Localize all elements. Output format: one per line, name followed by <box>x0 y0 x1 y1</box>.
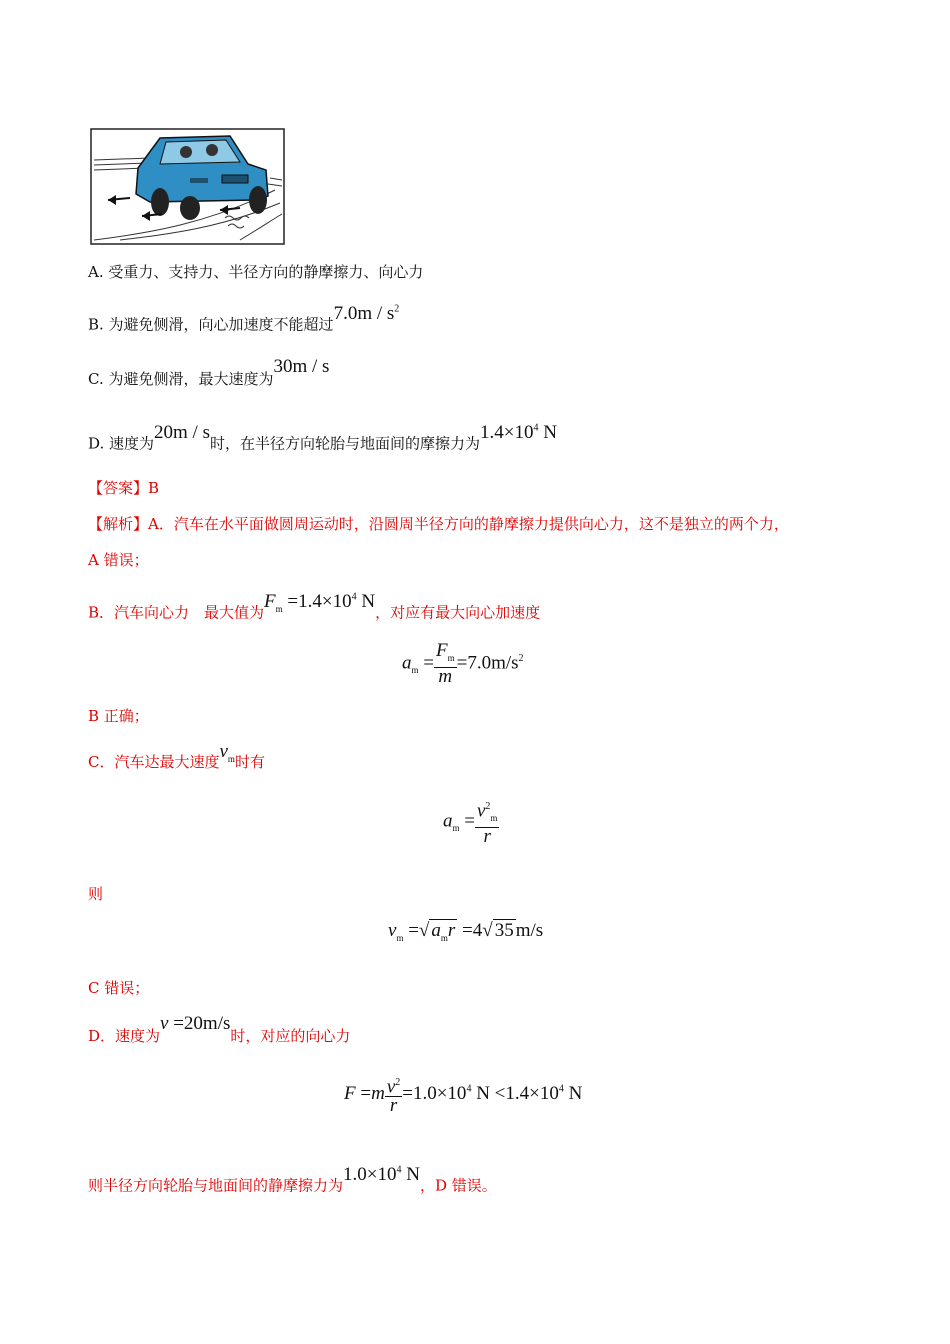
analysis-a-text: A．汽车在水平面做圆周运动时，沿圆周半径方向的静摩擦力提供向心力，这不是独立的两个力， <box>148 515 789 533</box>
analysis-d-final-text1: 则半径方向轮胎与地面间的静摩擦力为 <box>88 1176 344 1195</box>
option-c <box>88 356 330 389</box>
analysis-b-text1: B．汽车向心力 最大值为 <box>88 603 265 622</box>
option-c-text: C. 为避免侧滑，最大速度为 <box>88 370 274 388</box>
fraction-vm2-over-r: $\frac{v^2_m}{r}$ <box>475 798 499 846</box>
analysis-d-text1: D．速度为 <box>88 1027 161 1045</box>
equation-vm: $v_m$ =√ $a_mr =4√$ 35 m/s <box>388 920 544 943</box>
analysis-c-vm: $v_m$ <box>219 741 235 764</box>
analysis-then: 则 <box>88 885 104 903</box>
analysis-c-result: C 错误； <box>88 979 150 997</box>
answer-line <box>88 478 159 498</box>
option-d-text1: D. 速度为 <box>88 434 155 453</box>
answer-value: B <box>148 479 160 497</box>
option-d-math1: 20m / s <box>154 422 210 444</box>
analysis-d-final <box>88 1164 497 1195</box>
option-d-text2: 时，在半径方向轮胎与地面间的摩擦力为 <box>209 434 480 453</box>
option-a: A. 受重力、支持力、半径方向的静摩擦力、向心力 <box>88 263 424 281</box>
analysis-d-final-math: $1.0\times 10^4$ N <box>343 1164 420 1186</box>
equation-am-velocity: $a_m$ = $\frac{v^2_m}{r}$ <box>443 798 499 846</box>
analysis-d-math: v =20m/s <box>160 1013 231 1034</box>
analysis-d-final-text2: ，D 错误。 <box>419 1176 497 1195</box>
analysis-d-text2: 时，对应的向心力 <box>230 1027 351 1045</box>
option-b-math: $7.0m / s^2$ <box>333 303 400 325</box>
analysis-b-math: $F_m =1.4\times 10^4$ N <box>264 591 376 615</box>
analysis-d-line <box>88 1013 351 1046</box>
answer-label: 【答案】 <box>88 479 149 497</box>
analysis-b-line <box>88 591 541 629</box>
option-c-math: 30m / s <box>273 356 330 377</box>
analysis-b-text2: ，对应有最大向心加速度 <box>375 603 541 622</box>
analysis-label: 【解析】 <box>88 515 149 533</box>
car-illustration <box>90 128 285 245</box>
option-b <box>88 303 400 334</box>
option-d-math2: $1.4\times 10^4$ N <box>480 422 557 444</box>
option-d <box>88 422 557 453</box>
fraction-fm-over-m: $\frac{F_m}{m}$ <box>435 640 455 687</box>
equation-am-force: $a_m$ = $\frac{F_m}{m}$ $=7.0m/s^2$ <box>402 640 524 687</box>
option-b-text: B. 为避免侧滑，向心加速度不能超过 <box>88 315 334 334</box>
fraction-v2-over-r: $\frac{v^2}{r}$ <box>385 1074 402 1115</box>
analysis-c-text1: C．汽车达最大速度 <box>88 753 220 771</box>
analysis-b-result: B 正确； <box>88 707 149 725</box>
equation-force: F =m $\frac{v^2}{r}$ $=1.0\times 10^4$ $N <1.4\times 10^4$ N <box>344 1074 582 1115</box>
analysis-a-line1 <box>88 514 789 534</box>
analysis-c-text2: 时有 <box>234 753 265 771</box>
analysis-c-line <box>88 741 265 779</box>
analysis-a-line2: A 错误； <box>88 551 149 569</box>
